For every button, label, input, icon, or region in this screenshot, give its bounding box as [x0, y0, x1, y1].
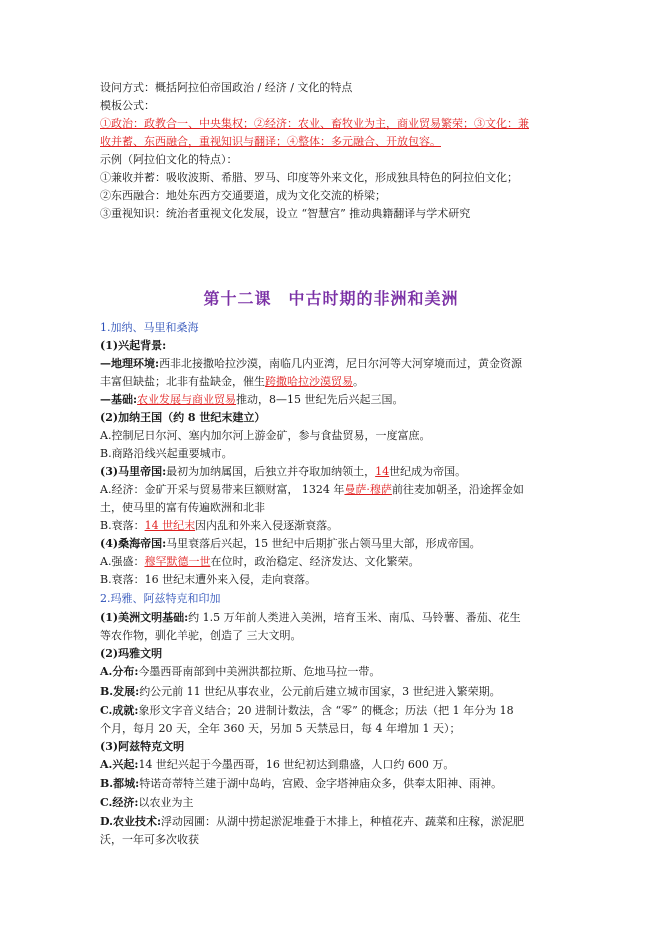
- aztec-point-b: [100, 775, 502, 792]
- ghana-point-b: B.商路沿线兴起重要城市。: [100, 447, 233, 460]
- rise-background-heading: (1)兴起背景:: [100, 339, 167, 352]
- geography-label: —地理环境:: [100, 357, 160, 370]
- songhai-heading: [100, 535, 481, 552]
- mali-decline-label: B.衰落：: [100, 519, 145, 532]
- aztec-point-d-cont: 沃，一年可多次收获: [100, 833, 199, 846]
- songhai-strong-text: 在位时，政治稳定、经济发达、文化繁荣。: [210, 555, 420, 568]
- mali-intro-end: 世纪成为帝国。: [389, 465, 467, 478]
- trans-sahara-trade: 跨撒哈拉沙漠贸易: [265, 375, 353, 388]
- aztec-point-a: [100, 756, 454, 773]
- geography-line-2: [100, 373, 364, 390]
- ghana-point-a: A.控制尼日尔河、塞内加尔河上游金矿，参与食盐贸易，一度富庶。: [100, 429, 431, 442]
- mali-economy: A.经济：金矿开采与贸易带来巨额财富， 1324 年: [100, 483, 345, 496]
- muhammad-i: 穆罕默德一世: [144, 555, 211, 568]
- lesson-title: 第十二课 中古时期的非洲和美洲: [203, 289, 459, 308]
- americas-basis: [100, 609, 521, 626]
- geography-line: [100, 355, 522, 372]
- aztec-rise-text: 14 世纪兴起于今墨西哥，16 世纪初达到鼎盛，人口约 600 万。: [138, 758, 455, 771]
- aztec-point-d: [100, 813, 524, 830]
- mali-point-a: [100, 481, 524, 498]
- section-2-heading: 2.玛雅、阿兹特克和印加: [100, 592, 221, 605]
- geography-text: 西非北接撒哈拉沙漠，南临几内亚湾，尼日尔河等大河穿境而过，黄金资源: [159, 357, 523, 370]
- question-method: 设问方式：概括阿拉伯帝国政治 / 经济 / 文化的特点: [100, 81, 353, 94]
- mali-point-b: [100, 517, 338, 534]
- aztec-point-c: [100, 794, 193, 811]
- aztec-heading: (3)阿兹特克文明: [100, 740, 185, 753]
- aztec-economy-text: 以农业为主: [138, 796, 194, 809]
- americas-basis-label: (1)美洲文明基础:: [100, 611, 189, 624]
- basis-highlight: 农业发展与商业贸易: [137, 393, 237, 406]
- aztec-agri-label: D.农业技术:: [100, 815, 162, 828]
- aztec-rise-label: A.兴起:: [100, 758, 139, 771]
- formula-line-2: 收并蓄、东西融合，重视知识与翻译；④整体：多元融合、开放包容。: [100, 135, 441, 148]
- maya-point-b: [100, 683, 501, 700]
- mali-heading: [100, 463, 466, 480]
- example-label: 示例（阿拉伯文化的特点）：: [100, 153, 238, 166]
- americas-basis-text: 约 1.5 万年前人类进入美洲，培育玉米、南瓜、马铃薯、番茄、花生: [188, 611, 521, 624]
- maya-development-label: B.发展:: [100, 685, 140, 698]
- maya-achievement-text: 象形文字音义结合；20 进制计数法，含 “零” 的概念；历法（把 1 年分为 18: [138, 704, 514, 717]
- maya-heading: (2)玛雅文明: [100, 647, 163, 660]
- geography-text-2: 丰富但缺盐；北非有盐缺金，催生: [100, 375, 265, 388]
- mali-decline-date: 14 世纪末: [144, 519, 196, 532]
- example-item-1: ①兼收并蓄：吸收波斯、希腊、罗马、印度等外来文化，形成独具特色的阿拉伯文化；: [100, 171, 518, 184]
- ghana-heading: (2)加纳王国（约 8 世纪末建立）: [100, 411, 266, 424]
- maya-distribution-label: A.分布:: [100, 665, 139, 678]
- section-1-heading: 1.加纳、马里和桑海: [100, 321, 199, 334]
- formula-label: 模板公式：: [100, 99, 155, 112]
- americas-basis-cont: 等农作物，驯化羊驼，创造了 三大文明。: [100, 629, 302, 642]
- songhai-label: (4)桑海帝国:: [100, 537, 167, 550]
- songhai-strong-label: A.强盛：: [100, 555, 145, 568]
- geography-end: 。: [353, 375, 364, 388]
- example-item-2: ②东西融合：地处东西方交通要道，成为文化交流的桥梁；: [100, 189, 386, 202]
- basis-label: —基础:: [100, 393, 138, 406]
- songhai-point-b: B.衰落：16 世纪末遭外来入侵，走向衰落。: [100, 573, 317, 586]
- maya-point-a: [100, 663, 380, 680]
- songhai-intro: 马里衰落后兴起，15 世纪中后期扩张占领马里大部，形成帝国。: [166, 537, 481, 550]
- mansa-musa: 曼萨·穆萨: [344, 483, 392, 496]
- mali-label: (3)马里帝国:: [100, 465, 167, 478]
- basis-line: [100, 391, 404, 408]
- aztec-capital-text: 特诺奇蒂特兰建于湖中岛屿，宫殿、金字塔神庙众多，供奉太阳神、雨神。: [139, 777, 503, 790]
- maya-distribution-text: 今墨西哥南部到中美洲洪都拉斯、危地马拉一带。: [138, 665, 381, 678]
- mali-intro: 最初为加纳属国，后独立并夺取加纳领土，: [166, 465, 376, 478]
- mali-point-a-cont: 土，使马里的富有传遍欧洲和北非: [100, 501, 265, 514]
- maya-point-c-cont: 个月，每月 20 天，全年 360 天，另加 5 天禁忌日，每 4 年增加 1 天）；: [100, 722, 461, 735]
- maya-point-c: [100, 702, 514, 719]
- mali-century: 14: [375, 465, 390, 478]
- aztec-economy-label: C.经济:: [100, 796, 139, 809]
- mali-decline-text: 因内乱和外来入侵逐渐衰落。: [195, 519, 339, 532]
- songhai-point-a: [100, 553, 419, 570]
- example-item-3: ③重视知识：统治者重视文化发展，设立 “智慧宫” 推动典籍翻译与学术研究: [100, 207, 471, 220]
- maya-achievement-label: C.成就:: [100, 704, 139, 717]
- formula-line-1: ①政治：政教合一、中央集权；②经济：农业、畜牧业为主，商业贸易繁荣；③文化：兼: [100, 117, 529, 130]
- maya-development-text: 约公元前 11 世纪从事农业，公元前后建立城市国家，3 世纪进入繁荣期。: [139, 685, 501, 698]
- mali-economy-2: 前往麦加朝圣，沿途挥金如: [391, 483, 524, 496]
- aztec-capital-label: B.都城:: [100, 777, 140, 790]
- aztec-agri-text: 浮动园圃：从湖中捞起淤泥堆叠于木排上，种植花卉、蔬菜和庄稼，淤泥肥: [161, 815, 525, 828]
- basis-text: 推动，8—15 世纪先后兴起三国。: [236, 393, 404, 406]
